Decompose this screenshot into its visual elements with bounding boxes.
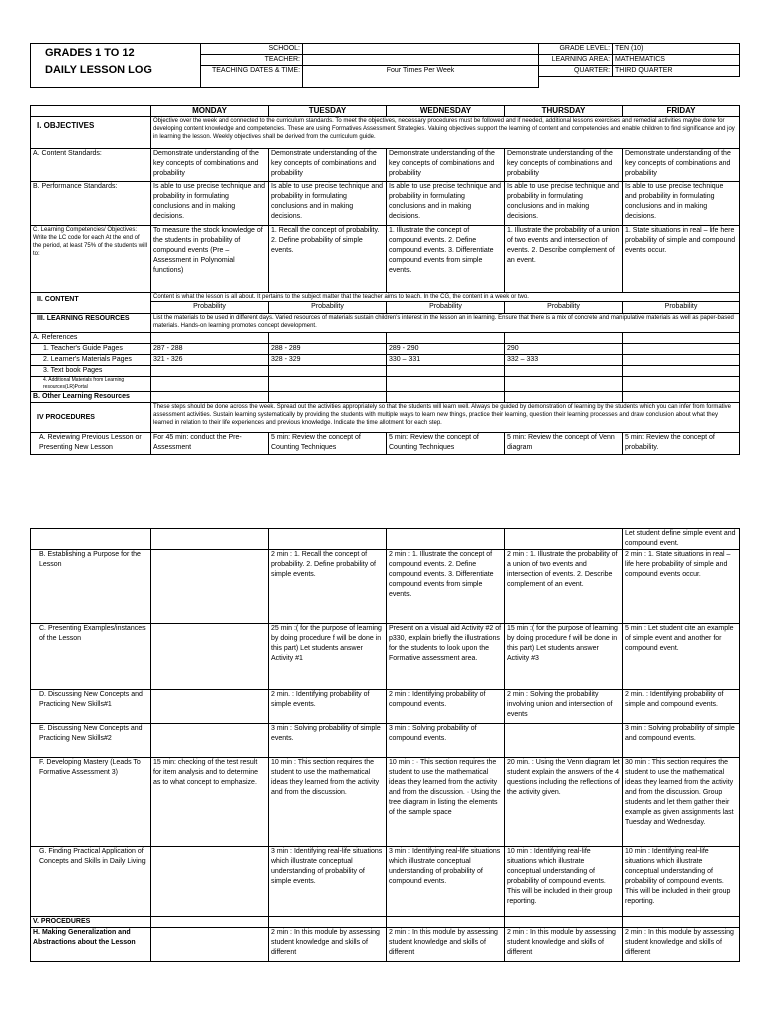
additional-cell [505,377,623,392]
learners-materials-label: 2. Learner's Materials Pages [31,355,151,366]
day-header-tuesday: TUESDAY [269,106,387,117]
additional-cell [387,377,505,392]
day-header-blank [31,106,151,117]
v-blank [505,917,623,928]
additional-materials-label: 4. Additional Materials from Learning resources(LR)Portal [31,377,151,392]
v-procedures-label: V. PROCEDURES [31,917,151,928]
textbook-label: 3. Text book Pages [31,366,151,377]
continuation-mon [151,529,269,550]
review-mon: For 45 min: conduct the Pre-Assessment [151,433,269,455]
ref-blank [623,333,740,344]
other-cell [269,392,387,403]
day-header-thursday: THURSDAY [505,106,623,117]
content-thu: Probability [505,302,623,314]
practical-tue: 3 min : Identifying real-life situations which illustrate conceptual understanding of probability of simple events. [269,847,387,917]
content-standards-tue: Demonstrate understanding of the key concepts of combinations and probability [269,149,387,182]
generalization-tue: 2 min : In this module by assessing student knowledge and skills of different [269,928,387,962]
title-line-2: DAILY LESSON LOG [45,64,152,76]
content-standards-wed: Demonstrate understanding of the key concepts of combinations and probability [387,149,505,182]
teaching-dates-value[interactable]: Four Times Per Week [303,66,539,88]
purpose-label: B. Establishing a Purpose for the Lesson [31,550,151,624]
textbook-cell [269,366,387,377]
teacher-value[interactable] [303,55,539,66]
learning-area-value[interactable]: MATHEMATICS [613,55,740,66]
continuation-fri: Let student define simple event and compound event. [623,529,740,550]
teaching-dates-label: TEACHING DATES & TIME: [201,66,303,88]
references-label: A. References [31,333,151,344]
textbook-cell [387,366,505,377]
learning-area-label: LEARNING AREA: [539,55,613,66]
content-standards-thu: Demonstrate understanding of the key concepts of combinations and probability [505,149,623,182]
performance-standards-fri: Is able to use precise technique and probability in formulating conclusions and in making decisions. [623,182,740,226]
generalization-thu: 2 min : In this module by assessing student knowledge and skills of different [505,928,623,962]
discussing1-tue: 2 min. : Identifying probability of simple events. [269,690,387,724]
textbook-cell [505,366,623,377]
continuation-tue [269,529,387,550]
practical-fri: 10 min : Identifying real-life situations which illustrate conceptual understanding of probability of compound events. This will be included in their group reporting. [623,847,740,917]
discussing2-tue: 3 min : Solving probability of simple events. [269,724,387,758]
purpose-thu: 2 min : 1. Illustrate the probability of a union of two events and intersection of events. 2. Describe complement of an event. [505,550,623,624]
discussing1-wed: 2 min : Identifying probability of compound events. [387,690,505,724]
textbook-cell [151,366,269,377]
teachers-guide-thu: 290 [505,344,623,355]
mastery-tue: 10 min : This section requires the student to use the mathematical ideas they learned from the activity and from the discussion. [269,758,387,847]
lesson-table-page-2 [30,528,740,962]
discussing1-label: D. Discussing New Concepts and Practicing New Skills#1 [31,690,151,724]
practical-thu: 10 min : Identifying real-life situations which illustrate conceptual understanding of probability of compound events. This will be included in their group reporting. [505,847,623,917]
v-blank [269,917,387,928]
teachers-guide-label: 1. Teacher's Guide Pages [31,344,151,355]
additional-cell [623,377,740,392]
discussing1-thu: 2 min : Solving the probability involving union and intersection of events [505,690,623,724]
ref-blank [151,333,269,344]
ref-blank [387,333,505,344]
grade-level-label: GRADE LEVEL: [539,44,613,55]
log-title [31,44,201,88]
additional-cell [151,377,269,392]
mastery-thu: 20 min. : Using the Venn diagram let student explain the answers of the 4 questions including the reflections of the activity given. [505,758,623,847]
presenting-thu: 15 min :( for the purpose of learning by doing procedure f will be done in this part) Let students answer Activity #3 [505,624,623,690]
discussing2-wed: 3 min : Solving probability of compound events. [387,724,505,758]
teachers-guide-wed: 289 - 290 [387,344,505,355]
review-label: A. Reviewing Previous Lesson or Presenting New Lesson [31,433,151,455]
header-spacer [539,77,613,88]
discussing1-mon [151,690,269,724]
procedures-label: IV PROCEDURES [31,403,151,433]
competencies-mon: To measure the stock knowledge of the students in probability of compound events (Pre – Assessment in Polynomial functions) [151,226,269,293]
presenting-wed: Present on a visual aid Activity #2 of p330, explain briefly the illustrations for the students to look upon the Formative assessment area. [387,624,505,690]
lesson-table-page-1 [30,105,740,455]
school-label: SCHOOL: [201,44,303,55]
textbook-cell [623,366,740,377]
purpose-fri: 2 min : 1. State situations in real – life here probability of simple and compound events occur. [623,550,740,624]
school-value[interactable] [303,44,539,55]
performance-standards-mon: Is able to use precise technique and probability in formulating conclusions and in making decisions. [151,182,269,226]
other-cell [505,392,623,403]
other-cell [623,392,740,403]
competencies-wed: 1. Illustrate the concept of compound events. 2. Define compound events. 3. Differentiate compound events from simple events. [387,226,505,293]
learners-materials-mon: 321 - 326 [151,355,269,366]
title-line-1: GRADES 1 TO 12 [45,47,135,59]
learning-resources-label: III. LEARNING RESOURCES [31,314,151,333]
header-spacer [613,77,740,88]
continuation-wed [387,529,505,550]
teachers-guide-fri [623,344,740,355]
teachers-guide-tue: 288 - 289 [269,344,387,355]
learners-materials-fri [623,355,740,366]
presenting-mon [151,624,269,690]
mastery-mon: 15 min: checking of the test result for item analysis and to determine as to what concept to emphasize. [151,758,269,847]
content-standards-mon: Demonstrate understanding of the key concepts of combinations and probability [151,149,269,182]
continuation-thu [505,529,623,550]
content-mon: Probability [151,302,269,314]
other-cell [151,392,269,403]
content-wed: Probability [387,302,505,314]
day-header-wednesday: WEDNESDAY [387,106,505,117]
practical-mon [151,847,269,917]
competencies-label: C. Learning Competencies/ Objectives: Write the LC code for each At the end of the period, at least 75% of the students will to: [31,226,151,293]
objectives-label: I. OBJECTIVES [31,117,151,149]
learners-materials-tue: 328 - 329 [269,355,387,366]
v-blank [623,917,740,928]
content-description: Content is what the lesson is all about. It pertains to the subject matter that the teacher aims to teach. In the CG, the content in a week or two. [151,293,740,302]
content-standards-fri: Demonstrate understanding of the key concepts of combinations and probability [623,149,740,182]
discussing2-thu [505,724,623,758]
practical-label: G. Finding Practical Application of Concepts and Skills in Daily Living [31,847,151,917]
mastery-fri: 30 min : This section requires the student to use the mathematical ideas they learned from the activity and from the discussion. Group students and let them gather their example as given assignments last Tuesday and Wednesday. [623,758,740,847]
learners-materials-thu: 332 – 333 [505,355,623,366]
objectives-description: Objective over the week and connected to the curriculum standards. To meet the objectives, necessary procedures must be followed and if needed, additional lessons exercises and remedial activities maybe done for developing content knowledge and competencies. These are using Formatives Assessment Strategies. Valuing objectives support the learning of content and competencies and enable children to find significance and joy in learning the lesson. Weekly objectives shall be derived from the curriculum guide. [151,117,740,149]
content-standards-label: A. Content Standards: [31,149,151,182]
learners-materials-wed: 330 – 331 [387,355,505,366]
discussing2-fri: 3 min : Solving probability of simple and compound events. [623,724,740,758]
competencies-tue: 1. Recall the concept of probability. 2. Define probability of simple events. [269,226,387,293]
content-tue: Probability [269,302,387,314]
performance-standards-wed: Is able to use precise technique and probability in formulating conclusions and in making decisions. [387,182,505,226]
review-tue: 5 min: Review the concept of Counting Techniques [269,433,387,455]
review-fri: 5 min: Review the concept of probability. [623,433,740,455]
presenting-tue: 25 min :( for the purpose of learning by doing procedure f will be done in this part) Let students answer Activity #1 [269,624,387,690]
content-fri: Probability [623,302,740,314]
purpose-tue: 2 min : 1. Recall the concept of probability. 2. Define probability of simple events. [269,550,387,624]
purpose-wed: 2 min : 1. Illustrate the concept of compound events. 2. Define compound events. 3. Differentiate compound events from simple events. [387,550,505,624]
practical-wed: 3 min : Identifying real-life situations which illustrate conceptual understanding of probability of compound events. [387,847,505,917]
mastery-label: F. Developing Mastery (Leads To Formative Assessment 3) [31,758,151,847]
ref-blank [269,333,387,344]
quarter-value[interactable]: THIRD QUARTER [613,66,740,77]
generalization-label: H. Making Generalization and Abstractions about the Lesson [31,928,151,962]
review-thu: 5 min: Review the concept of Venn diagram [505,433,623,455]
v-blank [151,917,269,928]
procedures-description: These steps should be done across the week. Spread out the activities appropriately so that the students will learn well. Always be guided by demonstration of learning by the students which you can infer from formative assessment activities. Sustain learning systematically by providing the students with multiple ways to learn new things, practice their learning, question their learning processes and draw conclusion about what they learned in relation to their life experiences and previous knowledge. Indicate the time allotment for each step. [151,403,740,433]
teacher-label: TEACHER: [201,55,303,66]
competencies-fri: 1. State situations in real – life here probability of simple and compound events occur. [623,226,740,293]
discussing2-mon [151,724,269,758]
generalization-fri: 2 min : In this module by assessing student knowledge and skills of different [623,928,740,962]
review-wed: 5 min: Review the concept of Counting Techniques [387,433,505,455]
presenting-fri: 5 min : Let student cite an example of simple event and another for compound event. [623,624,740,690]
generalization-wed: 2 min : In this module by assessing student knowledge and skills of different [387,928,505,962]
discussing2-label: E. Discussing New Concepts and Practicing New Skills#2 [31,724,151,758]
continuation-label [31,529,151,550]
performance-standards-label: B. Performance Standards: [31,182,151,226]
mastery-wed: 10 min : · This section requires the student to use the mathematical ideas they learned from the activity and from the discussion. · Using the tree diagram in listing the elements of the sample space [387,758,505,847]
other-cell [387,392,505,403]
discussing1-fri: 2 min. : Identifying probability of simple and compound events. [623,690,740,724]
quarter-label: QUARTER: [539,66,613,77]
performance-standards-thu: Is able to use precise technique and probability in formulating conclusions and in making decisions. [505,182,623,226]
purpose-mon [151,550,269,624]
ref-blank [505,333,623,344]
content-label: II. CONTENT [31,293,151,314]
competencies-thu: 1. Illustrate the probability of a union of two events and intersection of events. 2. Describe complement of an event. [505,226,623,293]
performance-standards-tue: Is able to use precise technique and probability in formulating conclusions and in making decisions. [269,182,387,226]
presenting-label: C. Presenting Examples/instances of the Lesson [31,624,151,690]
v-blank [387,917,505,928]
other-resources-label: B. Other Learning Resources [31,392,151,403]
learning-resources-description: List the materials to be used in different days. Varied resources of materials sustain children's interest in the lesson an in learning. Ensure that there is a mix of concrete and manipulative materials as well as paper-based materials. Hands-on learning promotes concept development. [151,314,740,333]
grade-level-value[interactable]: TEN (10) [613,44,740,55]
header-table [30,43,740,88]
day-header-friday: FRIDAY [623,106,740,117]
teachers-guide-mon: 287 - 288 [151,344,269,355]
additional-cell [269,377,387,392]
generalization-mon [151,928,269,962]
day-header-monday: MONDAY [151,106,269,117]
